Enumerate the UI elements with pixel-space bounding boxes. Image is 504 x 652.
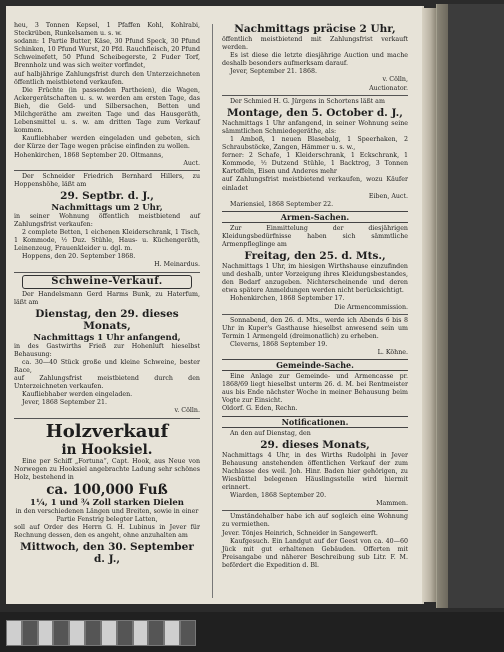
text-line: in den verschiedenen Längen und Breiten, sowie in einer Partie Fenstrig belegter Latten, <box>15 507 199 523</box>
text-line: Jever, 1868 September 21. <box>22 399 107 407</box>
text-line: L. Köhne. <box>377 349 408 356</box>
text-line: auf Zahlungsfrist meistbietend durch den Unterzeichneten verkaufen. <box>14 375 200 391</box>
page-stack-edge <box>422 8 436 602</box>
column-divider <box>212 24 213 598</box>
text-line: Cleverns, 1868 September 19. <box>230 340 328 348</box>
text-line: Nachmittags 4 Uhr, in des Wirths Rudolphi in Jever Behausung anstehenden öffentlichen Verkauf der zum Nachlasse des weil. Joh. Hinr. Baden hier gehörigen, zu Wiesbüttel belegenen Häuslingsstelle wird hiermit erinnert. <box>222 451 408 492</box>
headline-text: Freitag, den 25. d. Mts., <box>244 250 386 263</box>
text-line: Der Schneider Friedrich Bernhard Hillers, zu Hoppenshöhe, läßt am <box>14 172 200 188</box>
text-line: Jever. Tönjes Heinrich, Schneider in Sangewerft. <box>222 529 378 537</box>
text-line: 2 complete Betten, 1 eichenen Kleiderschrank, 1 Tisch, 1 Kommode, ½ Duz. Stühle, Haus- u. Küchengeräth, Leinenzeug, Frauenkleider u. dgl. m. <box>14 229 200 253</box>
text-line: Der Handelsmann Gerd Harms Bunk, zu Haterfum, läßt am <box>14 290 200 306</box>
scale-cell <box>85 620 101 646</box>
section-divider <box>14 170 200 171</box>
headline-text: in Hooksiel. <box>61 441 153 458</box>
text-line: v. Cölln. <box>174 407 200 415</box>
text-line: Wiarden, 1868 September 20. <box>230 492 327 500</box>
text-line: Es ist diese die letzte diesjährige Auction und mache deshalb besonders aufmerksam darauf. <box>222 52 408 68</box>
section-heading: Gemeinde-Sache. <box>222 359 408 371</box>
headline-text: Holzverkauf <box>45 420 169 442</box>
section-divider <box>222 95 408 96</box>
text-line: 1 Amboß, 1 neuen Blasebalg, 1 Speerhaken, 2 Schraubstöcke, Zangen, Hämmer u. s. w., <box>222 135 408 152</box>
text-line: Eine per Schiff „Fortuna“, Capt. Hook, aus Neue von Norwegen zu Hooksiel angebrachte Ladung sehr schönes Holz, bestehend in <box>14 457 200 481</box>
text-line: Kaufliebhaber werden eingeladen. <box>22 391 133 399</box>
text-line: heu, 3 Tonnen Kepsel, 1 Pfaffen Kohl, Kohlrabi, Steckrüben, Runkelsamen u. s. w. <box>14 22 200 38</box>
text-line: sodann: 1 Partie Butter, Käse, 30 Pfund Speck, 30 Pfund Schinken, 10 Pfund Wurst, 20 Pfd. Rauchfleisch, 20 Pfund Schweinefett, 50 Pfund Scheibegerste, 2 Fuder Torf, Brennholz und was sich weiter vorfindet, <box>14 38 200 70</box>
text-line: Zur Einmittelung der diesjährigen Kleidungsbedürfnisse haben sich sämmtliche Armenpfleglinge am <box>222 224 408 248</box>
text-line: Nachmittags 1 Uhr, im hiesigen Wirthshause einzufinden und deshalb, unter Vorzeigung ihres Kleidungsbestandes, den Bedarf anzugeben. Nichterscheinende und deren etwa spätere Anmeldungen werden nicht berücksichtigt. <box>222 263 408 295</box>
scale-cell <box>22 620 38 646</box>
text-line: Umständehalber habe ich auf sogleich eine Wohnung zu vermiethen. <box>222 513 408 529</box>
scale-cell <box>69 620 85 646</box>
scale-cell <box>53 620 69 646</box>
text-line: Eiben, Auct. <box>368 192 408 200</box>
headline-text: 29. dieses Monats, <box>260 438 370 451</box>
text-line: in seiner Wohnung öffentlich meistbietend auf Zahlungsfrist verkaufen: <box>14 212 200 228</box>
text-line: Die Früchte (in passenden Partheien), die Wagen, Ackergerätschaften u. s. w. werden am ersten Tage, das Bieh, die Geld- und Silbersachen, Betten und Milchgeräthe am zweiten Tage und das Hausgeräth, Lebensmittel u. s. w. am dritten Tage zum Verkauf kommen. <box>14 86 200 135</box>
text-line: Die Armencommission. <box>334 303 408 311</box>
text-line: H. Meinardus. <box>154 261 200 269</box>
section-heading: Notificationen. <box>222 416 408 428</box>
right-column <box>222 22 408 570</box>
subheadline-text: Nachmittags 1 Uhr anfangend, <box>33 332 181 343</box>
scale-cell <box>38 620 54 646</box>
scale-cell <box>117 620 133 646</box>
text-line: ca. 30—40 Stück große und kleine Schweine, bester Race, <box>14 358 200 374</box>
text-line: auf halbjährige Zahlungsfrist durch den Unterzeichneten öffentlich meistbietend verkaufen. <box>14 70 200 86</box>
section-divider <box>222 510 408 511</box>
section-divider <box>14 418 200 419</box>
headline-text: Nachmittags präcise 2 Uhr, <box>234 23 396 35</box>
text-line: Sonnabend, den 26. d. Mts., werde ich Abends 6 bis 8 Uhr in Kuper's Gasthause hieselbst anwesend sein um Termin 1 Armengeld (dreimonatlich) zu erheben. <box>222 316 408 340</box>
scale-cell <box>101 620 117 646</box>
scale-cell <box>133 620 149 646</box>
section-heading: Schweine-Verkauf. <box>22 275 192 289</box>
text-line: Der Schmied H. G. Jürgens in Schortens läßt am <box>230 97 385 105</box>
text-line: Hohenkirchen, 1868 September 17. <box>230 295 345 303</box>
section-heading: Armen-Sachen. <box>222 211 408 223</box>
text-line: öffentlich meistbietend mit Zahlungsfrist verkauft werden. <box>222 36 408 52</box>
section-divider <box>222 314 408 315</box>
left-column <box>14 22 200 566</box>
text-line: Mammen. <box>376 500 408 508</box>
headline-text: Mittwoch, den 30. September d. J., <box>20 541 194 566</box>
subheadline-text: Nachmittags um 2 Uhr, <box>51 202 163 213</box>
headline-text: 29. Septbr. d. J., <box>60 189 154 202</box>
scale-cell <box>6 620 22 646</box>
section-divider <box>14 272 200 273</box>
color-calibration-scale <box>6 620 196 646</box>
scale-cell <box>148 620 164 646</box>
text-line: in des Gastwirths Frieß zur Hohenluft hieselbst Behausung: <box>14 342 200 358</box>
headline-text: ca. 100,000 Fuß <box>46 481 168 498</box>
headline-text: Dienstag, den 29. dieses Monats, <box>35 307 179 332</box>
text-line: Oldorf. G. Eden, Rechn. <box>222 405 298 413</box>
scale-cell <box>180 620 196 646</box>
text-line: Auctionator. <box>369 84 408 92</box>
text-line: Auct. <box>183 159 200 167</box>
text-line: Nachmittags 1 Uhr anfangend, in seiner Wohnung seine sämmtlichen Schmiedegeräthe, als: <box>222 119 408 135</box>
headline-text: Montage, den 5. October d. J., <box>227 106 403 119</box>
scale-cell <box>164 620 180 646</box>
text-line: Jever, September 21. 1868. <box>230 68 317 76</box>
text-line: Eine Anlage zur Gemeinde- und Armencasse pr. 1868/69 liegt hieselbst unterm 26. d. M. bei Rentmeister aus bis Ende nächster Woche in meiner Behausung beim Vogte zur Einsicht. <box>222 373 408 405</box>
text-line: Hohenkirchen, 1868 September 20. Oltmanns, <box>14 151 164 159</box>
text-line: soll auf Order des Herrn G. H. Lubinus in Jever für Rechnung dessen, den es angeht, ohne anzuhalten am <box>14 524 200 540</box>
text-line: Kaufgesuch. Ein Landgut auf der Geest von ca. 40—60 Jück mit gut erhaltenen Gebäuden. Offerten mit Preisangabe und näherer Beschreibung sub Litr. F. M. befördert die Expedition d. Bl. <box>222 537 408 569</box>
text-line: Kaufliebhaber werden eingeladen und gebeten, sich der Kürze der Tage wegen präcise einfinden zu wollen. <box>14 135 200 151</box>
text-line: ferner: 2 Schafe, 1 Kleiderschrank, 1 Eckschrank, 1 Kommode, ½ Dutzend Stühle, 1 Backtrog, 3 Tonnen Kartoffeln, Eisen und Anderes mehr <box>222 152 408 176</box>
text-line: Hoppens, den 20. September 1868. <box>22 253 136 261</box>
text-line: Mariensiel, 1868 September 22. <box>230 200 334 208</box>
subheadline-text: 1¼, 1 und ¾ Zoll starken Dielen <box>30 497 184 508</box>
text-line: v. Cölln, <box>382 76 408 84</box>
text-line: auf Zahlungsfrist meistbietend verkaufen, wozu Käufer einladet <box>222 176 408 192</box>
text-line: An den auf Dienstag, den <box>230 429 311 437</box>
spine-background <box>448 4 504 608</box>
